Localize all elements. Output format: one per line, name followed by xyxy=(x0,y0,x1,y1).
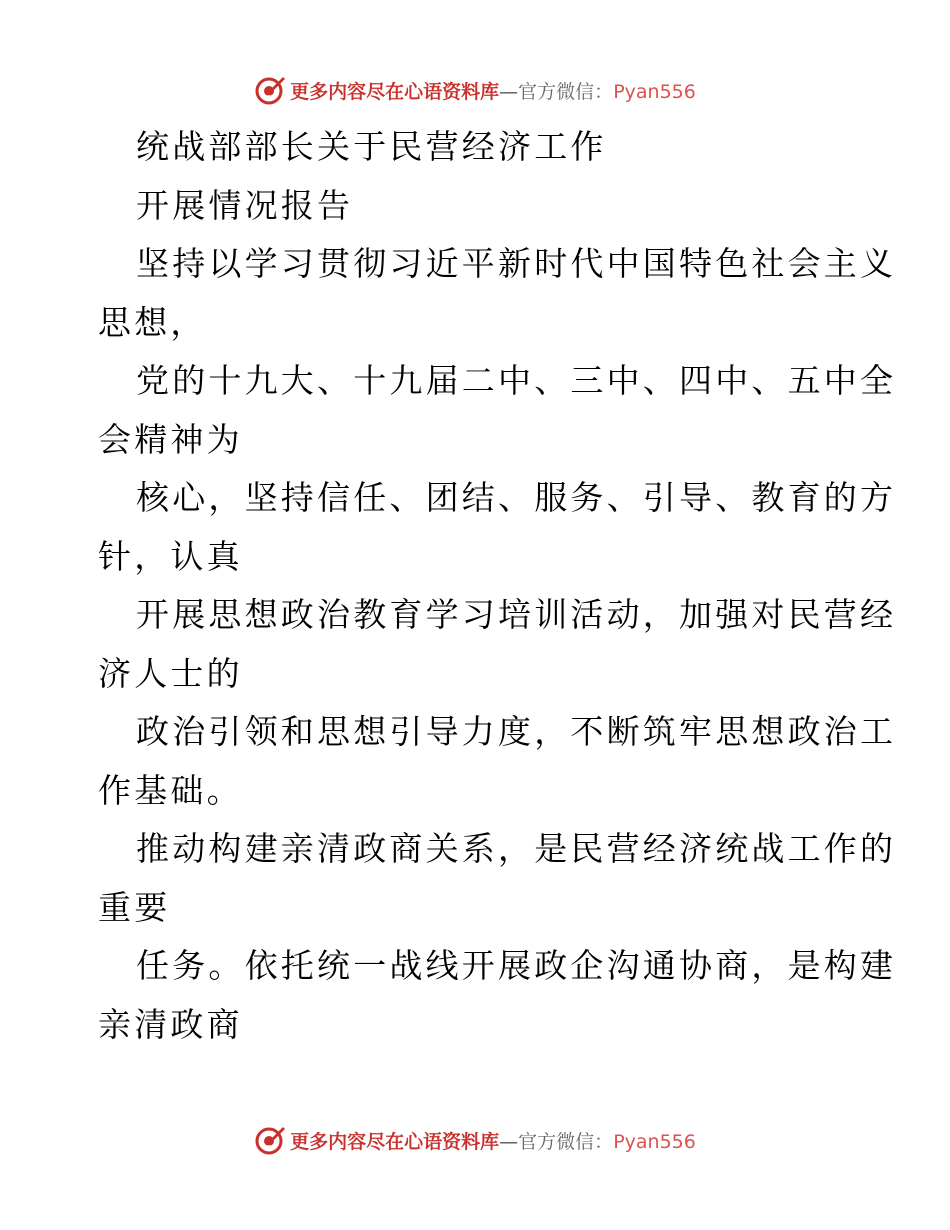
text-line: 开展思想政治教育学习培训活动，加强对民营经 xyxy=(136,595,897,634)
text-line: 开展情况报告 xyxy=(136,185,354,225)
text-line: 坚持以学习贯彻习近平新时代中国特色社会主义 xyxy=(136,244,897,283)
text-line: 会精神为 xyxy=(98,419,243,459)
header-banner xyxy=(0,70,950,110)
text-line: 任务。依托统一战线开展政企沟通协商，是构建 xyxy=(136,946,897,985)
text-line: 推动构建亲清政商关系，是民营经济统战工作的 xyxy=(136,829,897,868)
text-line: 针，认真 xyxy=(98,536,243,576)
banner-brand-text: 更多内容尽在心语资料库 xyxy=(290,1130,500,1153)
document-body xyxy=(98,118,897,1054)
text-line: 统战部部长关于民营经济工作 xyxy=(136,127,607,166)
library-logo-icon xyxy=(254,1124,286,1156)
text-line: 重要 xyxy=(98,887,171,927)
banner-brand-text: 更多内容尽在心语资料库 xyxy=(290,80,500,103)
text-line: 亲清政商 xyxy=(98,1004,243,1044)
text-line: 思想， xyxy=(98,302,207,342)
banner-wechat-id: Pyan556 xyxy=(613,80,696,103)
banner-text xyxy=(290,1127,696,1154)
text-line: 核心，坚持信任、团结、服务、引导、教育的方 xyxy=(136,478,897,517)
banner-separator: — xyxy=(499,1130,519,1153)
banner-text xyxy=(290,77,696,104)
banner-wechat-label: 官方微信： xyxy=(518,80,614,103)
banner-separator: — xyxy=(499,80,519,103)
library-logo-icon xyxy=(254,74,286,106)
text-line: 济人士的 xyxy=(98,653,243,693)
banner-wechat-label: 官方微信： xyxy=(518,1130,614,1153)
text-line: 党的十九大、十九届二中、三中、四中、五中全 xyxy=(136,361,897,400)
text-line: 政治引领和思想引导力度，不断筑牢思想政治工 xyxy=(136,712,897,751)
footer-banner xyxy=(0,1120,950,1160)
text-line: 作基础。 xyxy=(98,770,243,810)
banner-wechat-id: Pyan556 xyxy=(613,1130,696,1153)
